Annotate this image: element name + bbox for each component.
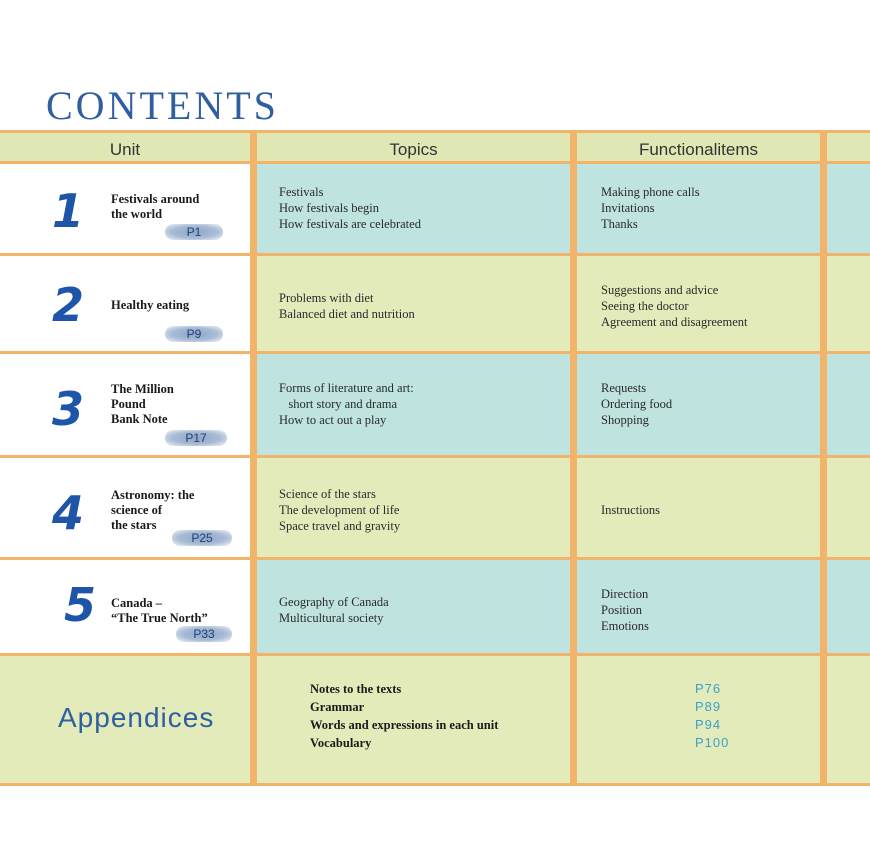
functional-cell: Suggestions and advice Seeing the doctor Agreement and disagreement [577,256,820,351]
unit-row-2[interactable] [0,256,870,354]
appendix-item[interactable]: Grammar [310,700,365,714]
header-topics: Topics [389,140,438,159]
appendices-title: Appendices [58,702,215,733]
topics-cell: Geography of Canada Multicultural society [257,560,570,653]
functional-cell: Direction Position Emotions [577,560,820,653]
unit-number: 2 [52,278,85,332]
unit-number: 3 [52,382,85,436]
unit-row-5[interactable] [0,560,870,656]
column-divider [820,130,827,786]
functional-cell: Making phone calls Invitations Thanks [577,164,820,253]
appendix-page[interactable]: P100 [695,735,730,750]
appendices-pages [695,680,729,752]
page-badge[interactable]: P17 [165,430,227,446]
unit-title: Festivals around the world [111,192,200,221]
appendix-page[interactable]: P76 [695,681,722,696]
page-title: CONTENTS [46,83,279,128]
topics-cell: Forms of literature and art: short story and drama How to act out a play [257,354,570,455]
topics-cell: Festivals How festivals begin How festivals are celebrated [257,164,570,253]
unit-title: The Million Pound Bank Note [111,382,174,426]
appendix-page[interactable]: P89 [695,699,722,714]
functional-cell: Requests Ordering food Shopping [577,354,820,455]
appendices-row [0,656,870,786]
unit-cell [0,354,250,455]
column-divider [250,130,257,786]
appendix-item[interactable]: Notes to the texts [310,682,402,696]
functional-cell: Instructions [577,458,820,557]
page-badge[interactable]: P9 [165,326,223,342]
unit-row-1[interactable] [0,164,870,256]
page-badge[interactable]: P33 [176,626,232,642]
header-unit: Unit [109,140,141,159]
header-functional-items: Functionalitems [638,140,759,159]
unit-number: 4 [52,486,85,540]
unit-title: Canada – “The True North” [111,596,208,625]
unit-cell [0,256,250,351]
unit-row-3[interactable] [0,354,870,458]
unit-number: 1 [52,184,85,238]
unit-row-4[interactable] [0,458,870,560]
unit-title: Healthy eating [111,298,190,312]
appendix-item[interactable]: Vocabulary [310,736,372,750]
appendices-items [310,680,498,752]
topics-cell: Problems with diet Balanced diet and nutrition [257,256,570,351]
page-badge[interactable]: P25 [172,530,232,546]
page-badge[interactable]: P1 [165,224,223,240]
unit-number: 5 [64,578,97,632]
appendix-page[interactable]: P94 [695,717,722,732]
unit-cell [0,560,250,653]
unit-title: Astronomy: the science of the stars [111,488,195,532]
column-divider [570,130,577,786]
unit-cell [0,458,250,557]
contents-table [0,130,870,786]
table-header [0,130,870,164]
topics-cell: Science of the stars The development of life Space travel and gravity [257,458,570,557]
unit-cell [0,164,250,253]
appendix-item[interactable]: Words and expressions in each unit [310,718,499,732]
